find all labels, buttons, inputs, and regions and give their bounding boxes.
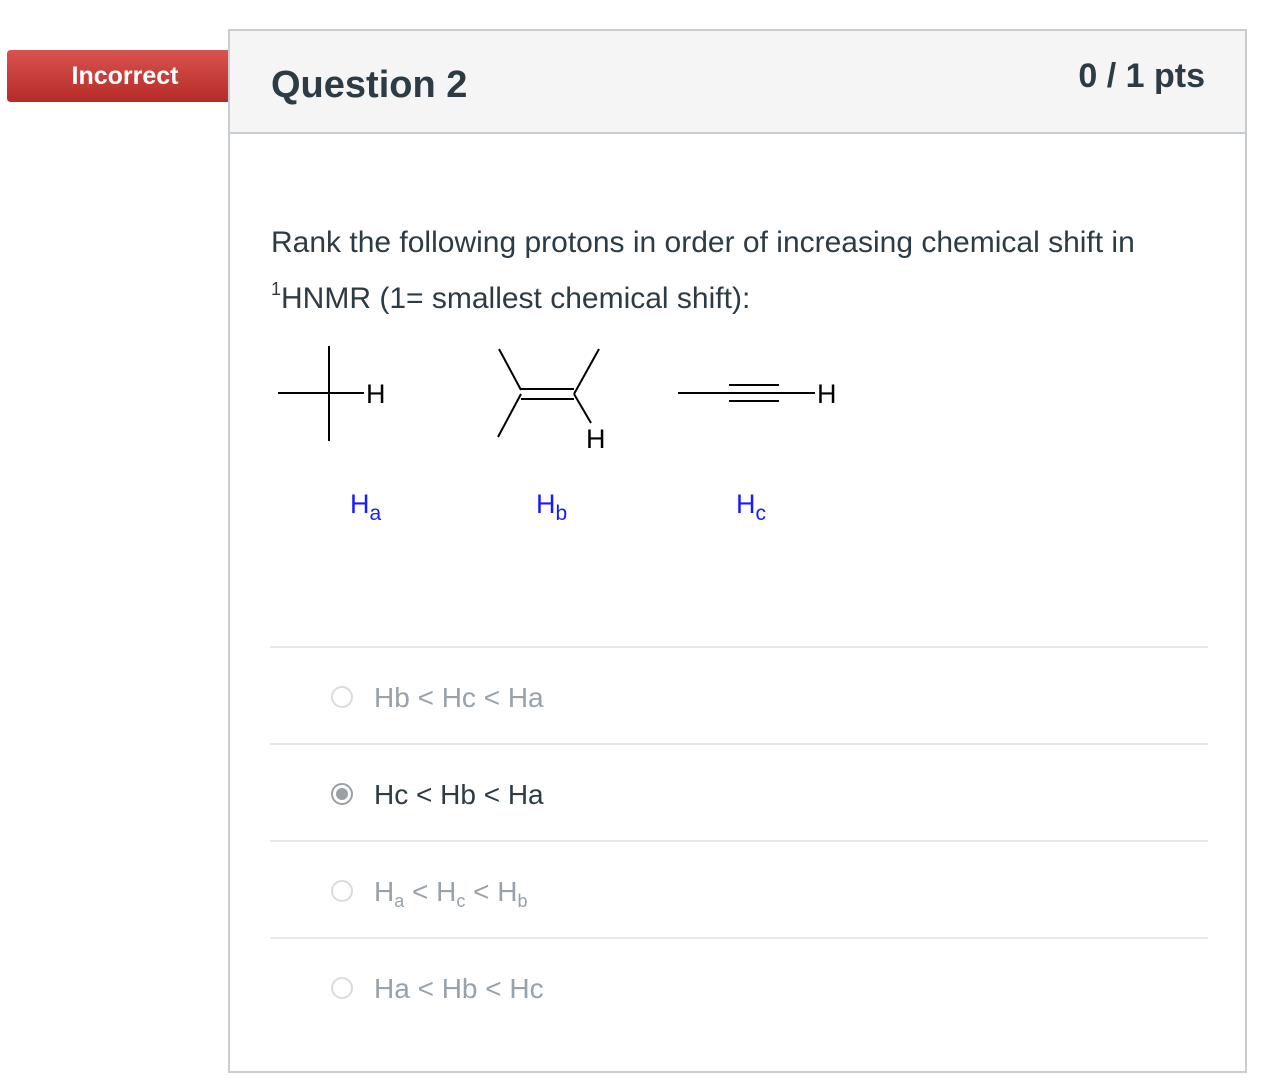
- answer-option-3[interactable]: [270, 840, 1208, 936]
- tbutyl-h-atom: H: [366, 379, 386, 409]
- radio-button[interactable]: [331, 686, 353, 708]
- answer-option-2[interactable]: [270, 743, 1208, 839]
- answer-option-4[interactable]: [270, 937, 1208, 1033]
- question-text-superscript: 1: [271, 279, 282, 299]
- incorrect-banner: [7, 50, 262, 102]
- question-title: Question 2: [271, 64, 468, 106]
- radio-button-selected[interactable]: [331, 783, 353, 805]
- label-ha-base: H: [350, 489, 370, 519]
- label-hc-base: H: [736, 489, 756, 519]
- incorrect-label: Incorrect: [71, 62, 179, 90]
- question-header: [230, 31, 1245, 134]
- alkyne-h-atom: H: [817, 379, 837, 409]
- structures-figure: [270, 338, 837, 538]
- label-hb: [536, 489, 567, 525]
- question-text: [271, 219, 1211, 323]
- label-hb-base: H: [536, 489, 556, 519]
- answer-label: Hb < Hc < Ha: [374, 682, 544, 713]
- answer-label: Hc < Hb < Ha: [374, 779, 544, 810]
- alkene-bond-3: [574, 349, 599, 394]
- answer-label: $H_a < H_c < H_b$: [374, 876, 528, 911]
- label-hc: [736, 489, 766, 525]
- label-hb-sub: b: [555, 502, 568, 525]
- label-ha-sub: a: [369, 502, 382, 525]
- question-text-line1: Rank the following protons in order of increasing chemical shift in: [271, 226, 1135, 259]
- answer-label: Ha < Hb < Hc: [374, 973, 544, 1004]
- label-hc-sub: c: [755, 502, 766, 525]
- question-card: [228, 29, 1247, 1073]
- alkene-h-atom: H: [586, 424, 606, 454]
- label-ha: [350, 489, 382, 525]
- question-text-line2: HNMR (1= smallest chemical shift):: [281, 282, 751, 315]
- question-points: 0 / 1 pts: [1078, 57, 1205, 95]
- alkene-bond-h: [574, 394, 591, 423]
- answer-option-1[interactable]: [270, 646, 1208, 742]
- radio-button[interactable]: [331, 880, 353, 902]
- radio-button[interactable]: [331, 977, 353, 999]
- alkene-bond-1: [499, 349, 521, 390]
- alkene-bond-2: [498, 394, 521, 437]
